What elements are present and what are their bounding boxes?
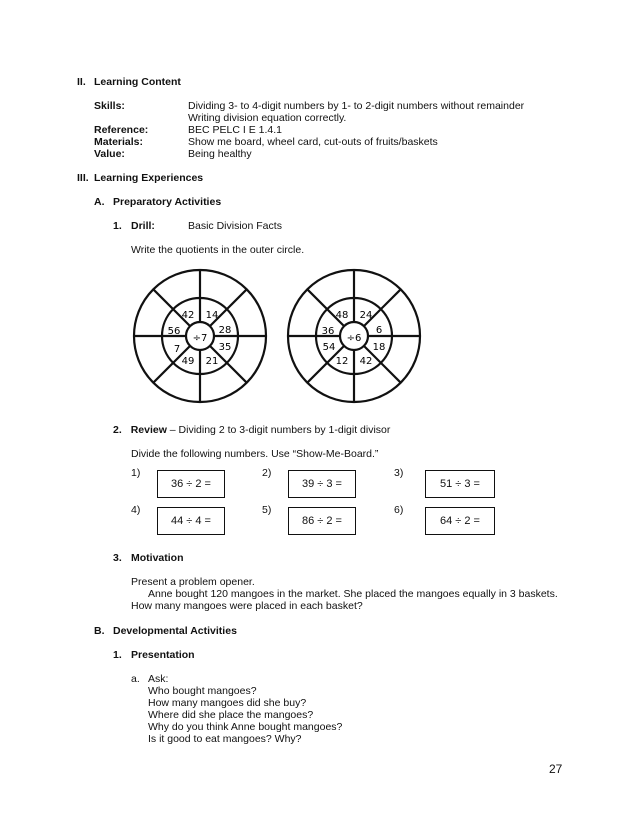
ask-question-5: Is it good to eat mangoes? Why? [148, 733, 302, 745]
wheel-1-inner-6: 49 [181, 356, 195, 367]
problem-3-box: 51 ÷ 3 = [425, 470, 495, 498]
presentation-title: Presentation [131, 649, 195, 661]
section-3-title: Learning Experiences [94, 172, 204, 184]
skills-value-2: Writing division equation correctly. [188, 112, 347, 124]
wheel-1-center: ÷7 [192, 333, 208, 344]
section-2-title: Learning Content [94, 76, 181, 88]
wheel-1-inner-5: 21 [205, 356, 219, 367]
part-b-letter: B. [94, 625, 105, 637]
review-number: 2. [113, 424, 122, 436]
problem-5-box: 86 ÷ 2 = [288, 507, 356, 535]
reference-value: BEC PELC I E 1.4.1 [188, 124, 282, 136]
wheel-2-center: ÷6 [346, 333, 362, 344]
problem-1-box: 36 ÷ 2 = [157, 470, 225, 498]
ask-question-4: Why do you think Anne bought mangoes? [148, 721, 343, 733]
review-instruction: Divide the following numbers. Use “Show-Me-Board.” [131, 448, 379, 460]
problem-2-box: 39 ÷ 3 = [288, 470, 356, 498]
drill-topic: Basic Division Facts [188, 220, 282, 232]
wheel-1-inner-3: 28 [218, 325, 232, 336]
ask-label: Ask: [148, 673, 169, 685]
wheel-1-inner-1: 42 [181, 310, 195, 321]
problem-3-number: 3) [394, 467, 404, 479]
problem-5-number: 5) [262, 504, 272, 516]
wheel-1-inner-4: 35 [218, 342, 232, 353]
page-number: 27 [549, 762, 563, 776]
wheel-2-inner-8: 36 [321, 326, 335, 337]
wheel-2-inner-4: 18 [372, 342, 386, 353]
division-wheel-6 [284, 266, 424, 406]
ask-letter: a. [131, 673, 140, 685]
problem-4-number: 4) [131, 504, 141, 516]
materials-label: Materials: [94, 136, 144, 148]
motivation-line-3: How many mangoes were placed in each basket? [131, 600, 363, 612]
review-subtitle: – Dividing 2 to 3-digit numbers by 1-digit divisor [166, 424, 391, 436]
wheel-2-inner-1: 48 [335, 310, 349, 321]
problem-6-box: 64 ÷ 2 = [425, 507, 495, 535]
ask-question-1: Who bought mangoes? [148, 685, 257, 697]
motivation-line-1: Present a problem opener. [131, 576, 255, 588]
wheel-2-inner-6: 12 [335, 356, 349, 367]
review-label: Review [130, 424, 167, 436]
value-label: Value: [94, 148, 125, 160]
section-2-number: II. [77, 76, 86, 88]
wheel-2-inner-5: 42 [359, 356, 373, 367]
ask-question-2: How many mangoes did she buy? [148, 697, 307, 709]
drill-instruction: Write the quotients in the outer circle. [131, 244, 305, 256]
wheel-1-inner-7: 7 [173, 344, 181, 355]
skills-value: Dividing 3- to 4-digit numbers by 1- to 2-digit numbers without remainder [188, 100, 525, 112]
drill-number: 1. [113, 220, 122, 232]
motivation-line-2: Anne bought 120 mangoes in the market. She placed the mangoes equally in 3 baskets. [148, 588, 558, 600]
problem-1-number: 1) [131, 467, 141, 479]
wheel-2-inner-2: 24 [359, 310, 373, 321]
wheel-2-inner-3: 6 [375, 325, 383, 336]
problem-4-box: 44 ÷ 4 = [157, 507, 225, 535]
motivation-number: 3. [113, 552, 122, 564]
materials-value: Show me board, wheel card, cut-outs of fruits/baskets [188, 136, 438, 148]
part-a-title: Preparatory Activities [113, 196, 222, 208]
part-a-letter: A. [94, 196, 105, 208]
problem-6-number: 6) [394, 504, 404, 516]
value-value: Being healthy [188, 148, 252, 160]
wheel-1-inner-2: 14 [205, 310, 219, 321]
wheel-1-inner-8: 56 [167, 326, 181, 337]
division-wheel-7 [130, 266, 270, 406]
review-heading [113, 424, 390, 436]
part-b-title: Developmental Activities [113, 625, 237, 637]
problem-2-number: 2) [262, 467, 272, 479]
presentation-number: 1. [113, 649, 122, 661]
motivation-title: Motivation [131, 552, 184, 564]
reference-label: Reference: [94, 124, 149, 136]
wheel-2-inner-7: 54 [322, 342, 336, 353]
drill-label: Drill: [131, 220, 155, 232]
skills-label: Skills: [94, 100, 125, 112]
section-3-number: III. [77, 172, 89, 184]
ask-question-3: Where did she place the mangoes? [148, 709, 314, 721]
